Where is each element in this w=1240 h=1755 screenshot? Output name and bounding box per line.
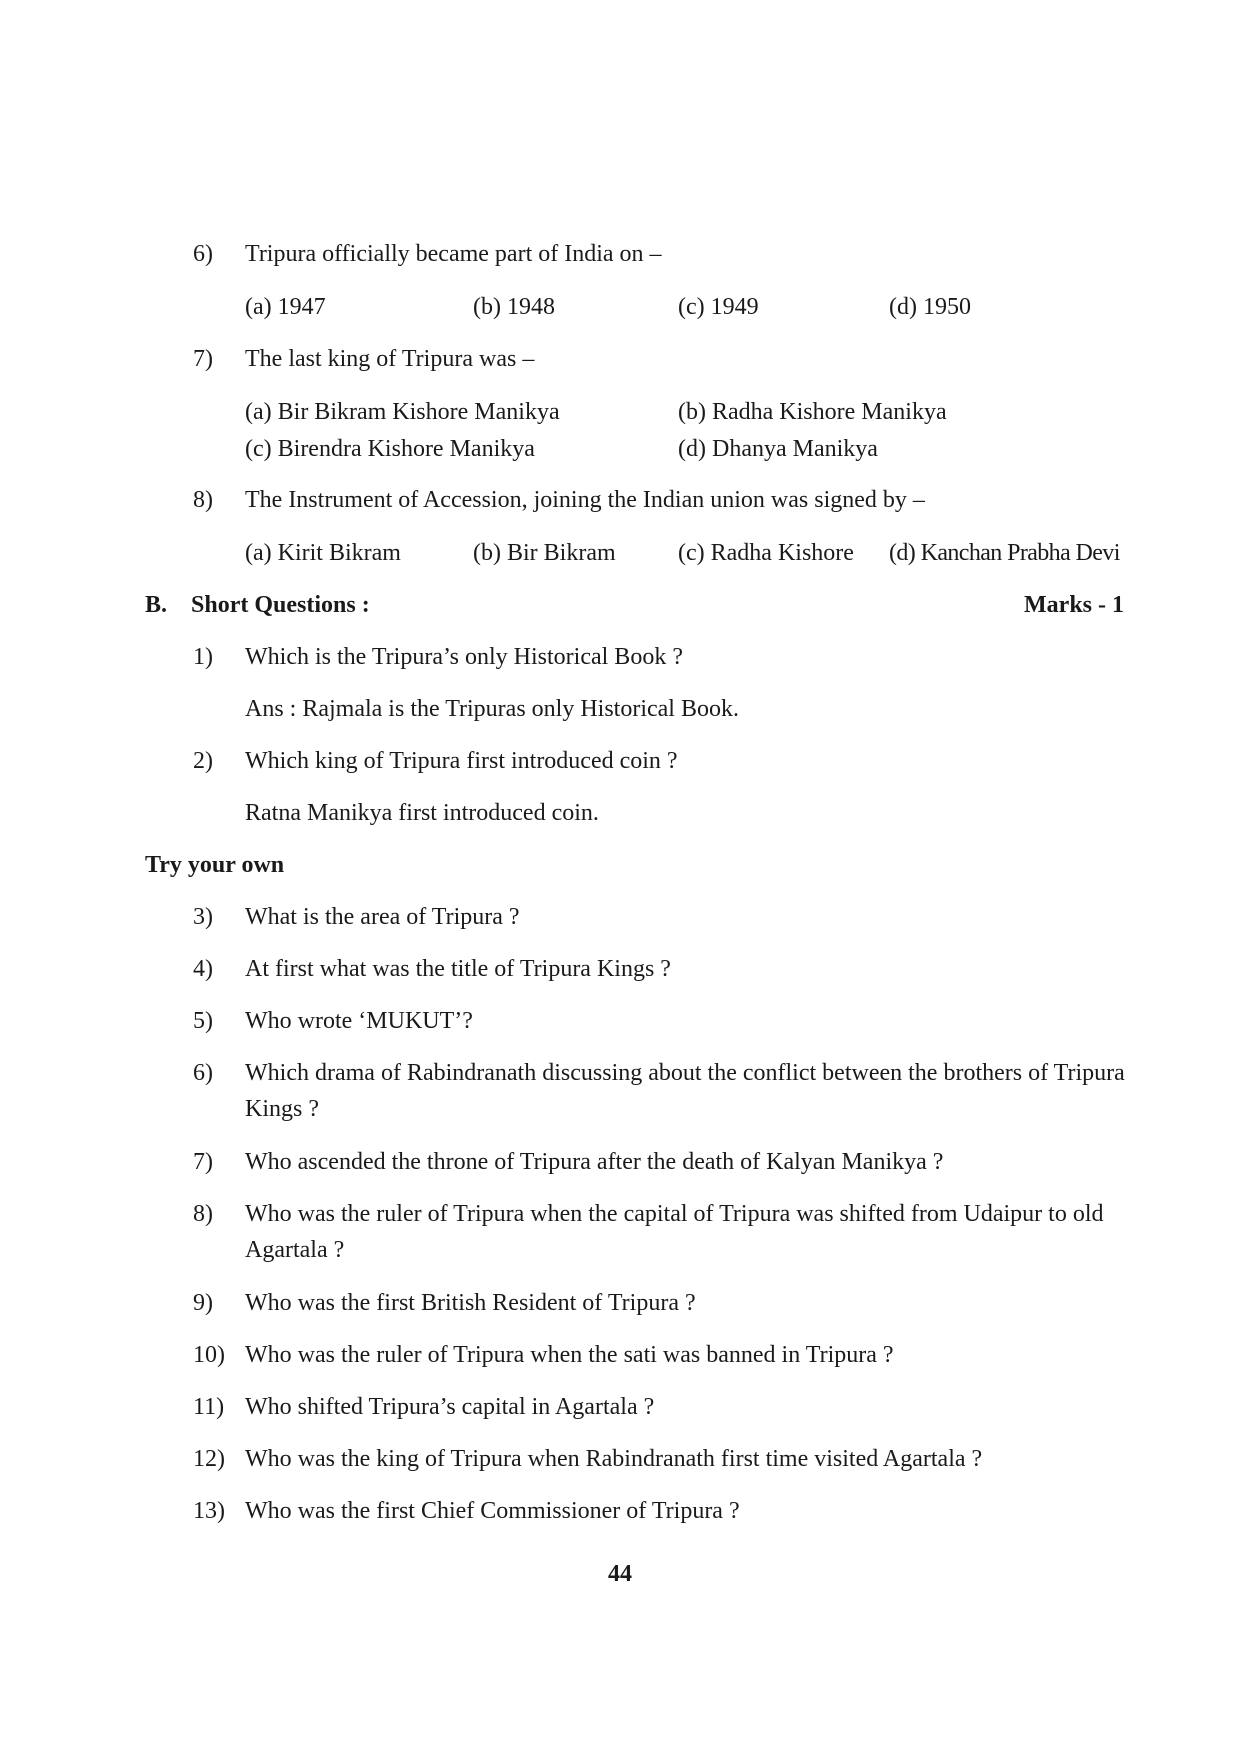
practice-question bbox=[193, 899, 1133, 935]
question-number: 9) bbox=[193, 1290, 213, 1316]
practice-question bbox=[193, 1493, 1133, 1529]
practice-question bbox=[193, 1196, 1133, 1268]
question-number: 6) bbox=[193, 241, 213, 267]
mcq-options bbox=[245, 431, 1145, 467]
practice-question bbox=[193, 951, 1133, 987]
question-text: Which king of Tripura first introduced coin ? bbox=[245, 748, 678, 774]
mcq-question bbox=[193, 482, 1133, 518]
practice-question bbox=[193, 1285, 1133, 1321]
question-text: Who wrote ‘MUKUT’? bbox=[245, 1008, 473, 1034]
option-a: (a) Bir Bikram Kishore Manikya bbox=[245, 399, 560, 425]
question-text: The last king of Tripura was – bbox=[245, 346, 535, 372]
question-number: 12) bbox=[193, 1446, 225, 1472]
question-text: What is the area of Tripura ? bbox=[245, 904, 520, 930]
question-text: Who was the king of Tripura when Rabindranath first time visited Agartala ? bbox=[245, 1446, 983, 1472]
question-number: 11) bbox=[193, 1394, 225, 1420]
question-text: Who was the first British Resident of Tripura ? bbox=[245, 1290, 696, 1316]
practice-question bbox=[193, 1441, 1133, 1477]
option-d: (d) Dhanya Manikya bbox=[678, 436, 878, 462]
question-text: Which drama of Rabindranath discussing about the conflict between the brothers of Tripura Kings ? bbox=[245, 1060, 1125, 1122]
option-b: (b) Bir Bikram bbox=[473, 540, 616, 566]
option-c: (c) Birendra Kishore Manikya bbox=[245, 436, 535, 462]
page-number: 44 bbox=[608, 1561, 632, 1587]
section-title: Short Questions : bbox=[191, 592, 370, 618]
marks-label: Marks - 1 bbox=[1024, 592, 1124, 618]
mcq-options bbox=[245, 535, 1145, 571]
question-text: Which is the Tripura’s only Historical Book ? bbox=[245, 644, 683, 670]
question-text: Who was the ruler of Tripura when the sati was banned in Tripura ? bbox=[245, 1342, 894, 1368]
answer-text: Ratna Manikya first introduced coin. bbox=[245, 800, 599, 826]
mcq-options bbox=[245, 394, 1145, 430]
option-c: (c) Radha Kishore bbox=[678, 540, 854, 566]
question-text: Who ascended the throne of Tripura after the death of Kalyan Manikya ? bbox=[245, 1149, 944, 1175]
question-number: 8) bbox=[193, 1201, 213, 1227]
practice-question bbox=[193, 1337, 1133, 1373]
short-question bbox=[193, 639, 1133, 675]
option-d: (d) Kanchan Prabha Devi bbox=[889, 540, 1120, 566]
question-number: 13) bbox=[193, 1498, 225, 1524]
question-text: Who was the first Chief Commissioner of Tripura ? bbox=[245, 1498, 740, 1524]
question-number: 2) bbox=[193, 748, 213, 774]
answer-text: Ans : Rajmala is the Tripuras only Historical Book. bbox=[245, 696, 739, 722]
practice-question bbox=[193, 1144, 1133, 1180]
question-text: Tripura officially became part of India on – bbox=[245, 241, 662, 267]
short-question bbox=[193, 743, 1133, 779]
practice-question bbox=[193, 1055, 1133, 1127]
option-c: (c) 1949 bbox=[678, 294, 759, 320]
question-text: The Instrument of Accession, joining the Indian union was signed by – bbox=[245, 487, 925, 513]
question-number: 1) bbox=[193, 644, 213, 670]
question-number: 3) bbox=[193, 904, 213, 930]
section-label: B. bbox=[145, 592, 168, 618]
question-text: At first what was the title of Tripura Kings ? bbox=[245, 956, 671, 982]
option-b: (b) Radha Kishore Manikya bbox=[678, 399, 947, 425]
question-number: 10) bbox=[193, 1342, 225, 1368]
option-a: (a) Kirit Bikram bbox=[245, 540, 401, 566]
mcq-question bbox=[193, 341, 1133, 377]
question-number: 6) bbox=[193, 1060, 213, 1086]
mcq-options bbox=[245, 289, 1145, 325]
option-a: (a) 1947 bbox=[245, 294, 326, 320]
question-text: Who shifted Tripura’s capital in Agartala ? bbox=[245, 1394, 655, 1420]
question-number: 7) bbox=[193, 1149, 213, 1175]
question-number: 4) bbox=[193, 956, 213, 982]
question-number: 7) bbox=[193, 346, 213, 372]
option-b: (b) 1948 bbox=[473, 294, 555, 320]
practice-question bbox=[193, 1003, 1133, 1039]
option-d: (d) 1950 bbox=[889, 294, 971, 320]
practice-question bbox=[193, 1389, 1133, 1425]
mcq-question bbox=[193, 236, 1133, 272]
question-text: Who was the ruler of Tripura when the capital of Tripura was shifted from Udaipur to old Agartala ? bbox=[245, 1201, 1104, 1263]
question-number: 5) bbox=[193, 1008, 213, 1034]
question-number: 8) bbox=[193, 487, 213, 513]
try-heading: Try your own bbox=[145, 852, 285, 878]
